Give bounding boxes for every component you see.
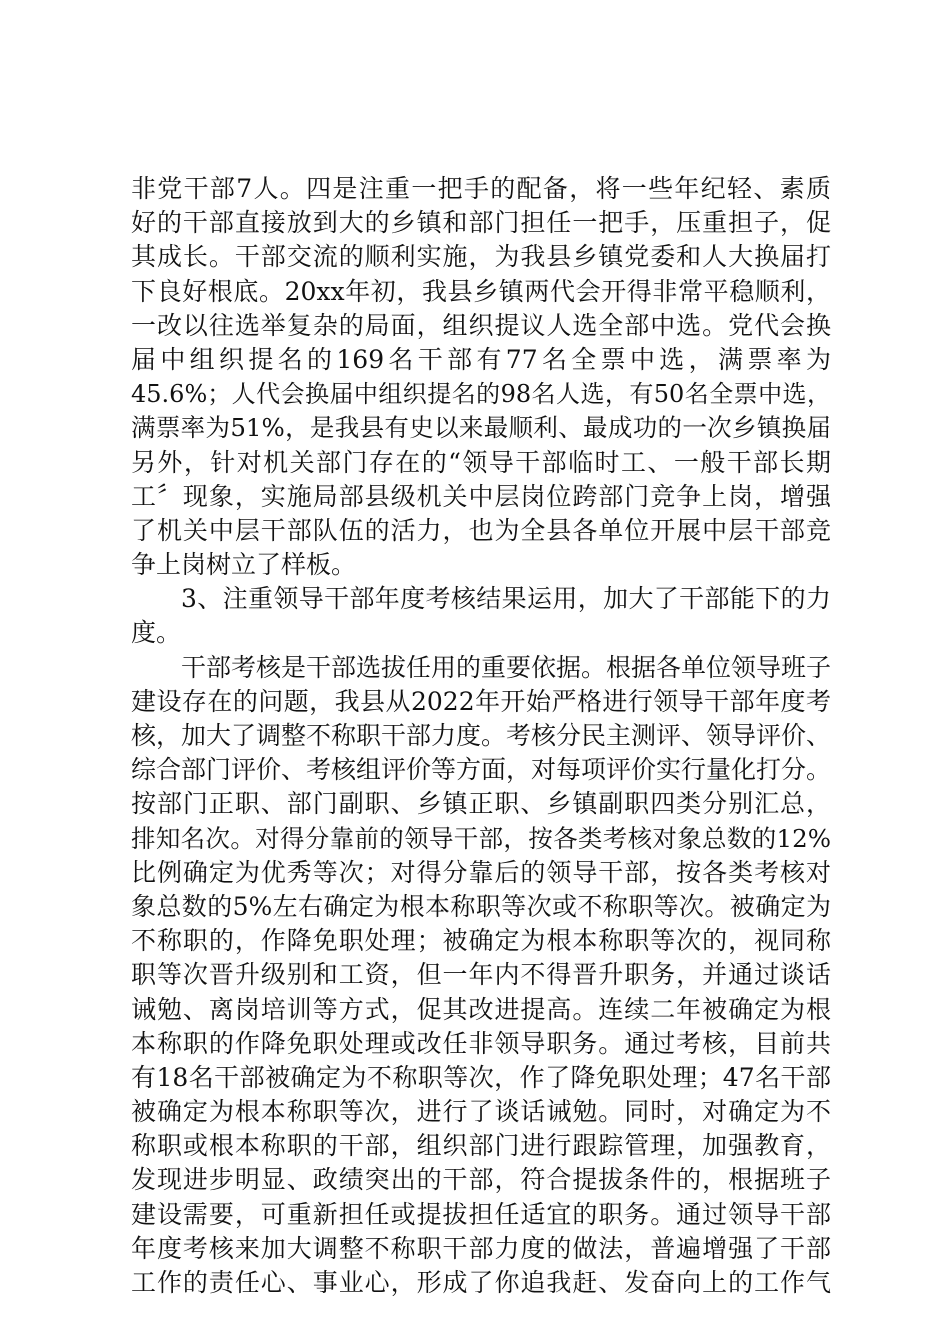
text-line: 不称职的，作降免职处理；被确定为根本称职等次的，视同称 (131, 926, 831, 956)
text-line: 被确定为根本称职等次，进行了谈话诫勉。同时，对确定为不 (131, 1097, 831, 1127)
text-line: 建设存在的问题，我县从2022年开始严格进行领导干部年度考 (131, 686, 831, 716)
text-line: 度。 (131, 618, 182, 648)
text-line: 综合部门评价、考核组评价等方面，对每项评价实行量化打分。 (131, 755, 832, 785)
text-line: 发现进步明显、政绩突出的干部，符合提拔条件的，根据班子 (131, 1165, 831, 1195)
text-line: 核，加大了调整不称职干部力度。考核分民主测评、领导评价、 (131, 721, 832, 750)
text-line: 3、注重领导干部年度考核结果运用，加大了干部能下的力 (181, 584, 831, 614)
text-line: 非党干部7人。四是注重一把手的配备，将一些年纪轻、素质 (131, 174, 831, 203)
text-line: 诫勉、离岗培训等方式，促其改进提高。连续二年被确定为根 (131, 994, 831, 1024)
text-line: 另外，针对机关部门存在的“领导干部临时工、一般干部长期 (131, 447, 831, 477)
text-line: 象总数的5%左右确定为根本称职等次或不称职等次。被确定为 (131, 891, 831, 921)
text-line: 有18名干部被确定为不称职等次，作了降免职处理；47名干部 (131, 1062, 831, 1092)
text-line: 满票率为51%，是我县有史以来最顺利、最成功的一次乡镇换届 (131, 413, 831, 443)
text-line: 了机关中层干部队伍的活力，也为全县各单位开展中层干部竞 (131, 515, 831, 545)
text-line: 本称职的作降免职处理或改任非领导职务。通过考核，目前共 (131, 1028, 831, 1058)
text-line: 争上岗树立了样板。 (131, 550, 357, 580)
text-line: 职等次晋升级别和工资，但一年内不得晋升职务，并通过谈话 (131, 960, 831, 990)
text-line: 比例确定为优秀等次；对得分靠后的领导干部，按各类考核对 (131, 857, 831, 887)
text-line: 干部考核是干部选拔任用的重要依据。根据各单位领导班子 (181, 652, 832, 682)
text-line: 下良好根底。20xx年初，我县乡镇两代会开得非常平稳顺利， (131, 276, 831, 306)
text-line: 排知名次。对得分靠前的领导干部，按各类考核对象总数的12% (131, 823, 831, 853)
text-line: 45.6%；人代会换届中组织提名的98名人选，有50名全票中选， (131, 380, 831, 409)
text-line: 工〞现象，实施局部县级机关中层岗位跨部门竞争上岗，增强 (131, 481, 831, 511)
text-line: 按部门正职、部门副职、乡镇正职、乡镇副职四类分别汇总， (131, 789, 831, 819)
body-text (131, 172, 831, 1300)
text-line: 年度考核来加大调整不称职干部力度的做法，普遍增强了干部 (131, 1233, 831, 1263)
text-line: 好的干部直接放到大的乡镇和部门担任一把手，压重担子，促 (131, 208, 831, 238)
text-line: 工作的责任心、事业心，形成了你追我赶、发奋向上的工作气 (131, 1268, 831, 1297)
text-line: 其成长。干部交流的顺利实施，为我县乡镇党委和人大换届打 (131, 242, 831, 272)
text-line: 一改以往选举复杂的局面，组织提议人选全部中选。党代会换 (131, 310, 831, 340)
text-line: 建设需要，可重新担任或提拔担任适宜的职务。通过领导干部 (131, 1199, 831, 1229)
text-line: 称职或根本称职的干部，组织部门进行跟踪管理，加强教育， (131, 1131, 831, 1161)
text-line: 届中组织提名的169名干部有77名全票中选，满票率为 (131, 344, 831, 374)
